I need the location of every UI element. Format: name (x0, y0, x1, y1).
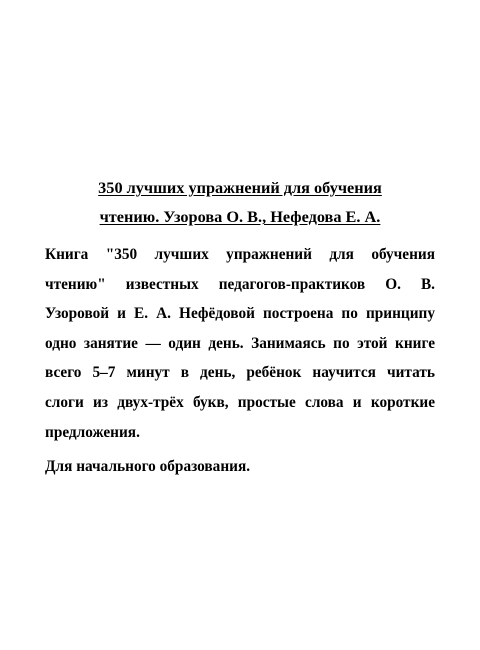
book-title-line-1: 350 лучших упражнений для обучения (98, 178, 382, 197)
book-description (45, 240, 435, 447)
description-line-4: одно занятие — один день. Занимаясь по этой книге (45, 334, 435, 352)
education-level-note: Для начального образования. (45, 458, 251, 475)
book-title (50, 173, 430, 231)
description-line-1: Книга "350 лучших упражнений для обучения (45, 246, 435, 263)
description-line-6: слоги из двух-трёх букв, простые слова и короткие (45, 393, 435, 411)
description-line-5: всего 5–7 минут в день, ребёнок научится читать (45, 364, 435, 382)
description-line-2: чтению" известных педагогов-практиков О. В. (45, 275, 435, 293)
description-line-3: Узоровой и Е. А. Нефёдовой построена по принципу (45, 305, 435, 323)
book-title-line-2: чтению. Узорова О. В., Нефедова Е. А. (99, 207, 381, 226)
description-line-7: предложения. (45, 423, 140, 441)
